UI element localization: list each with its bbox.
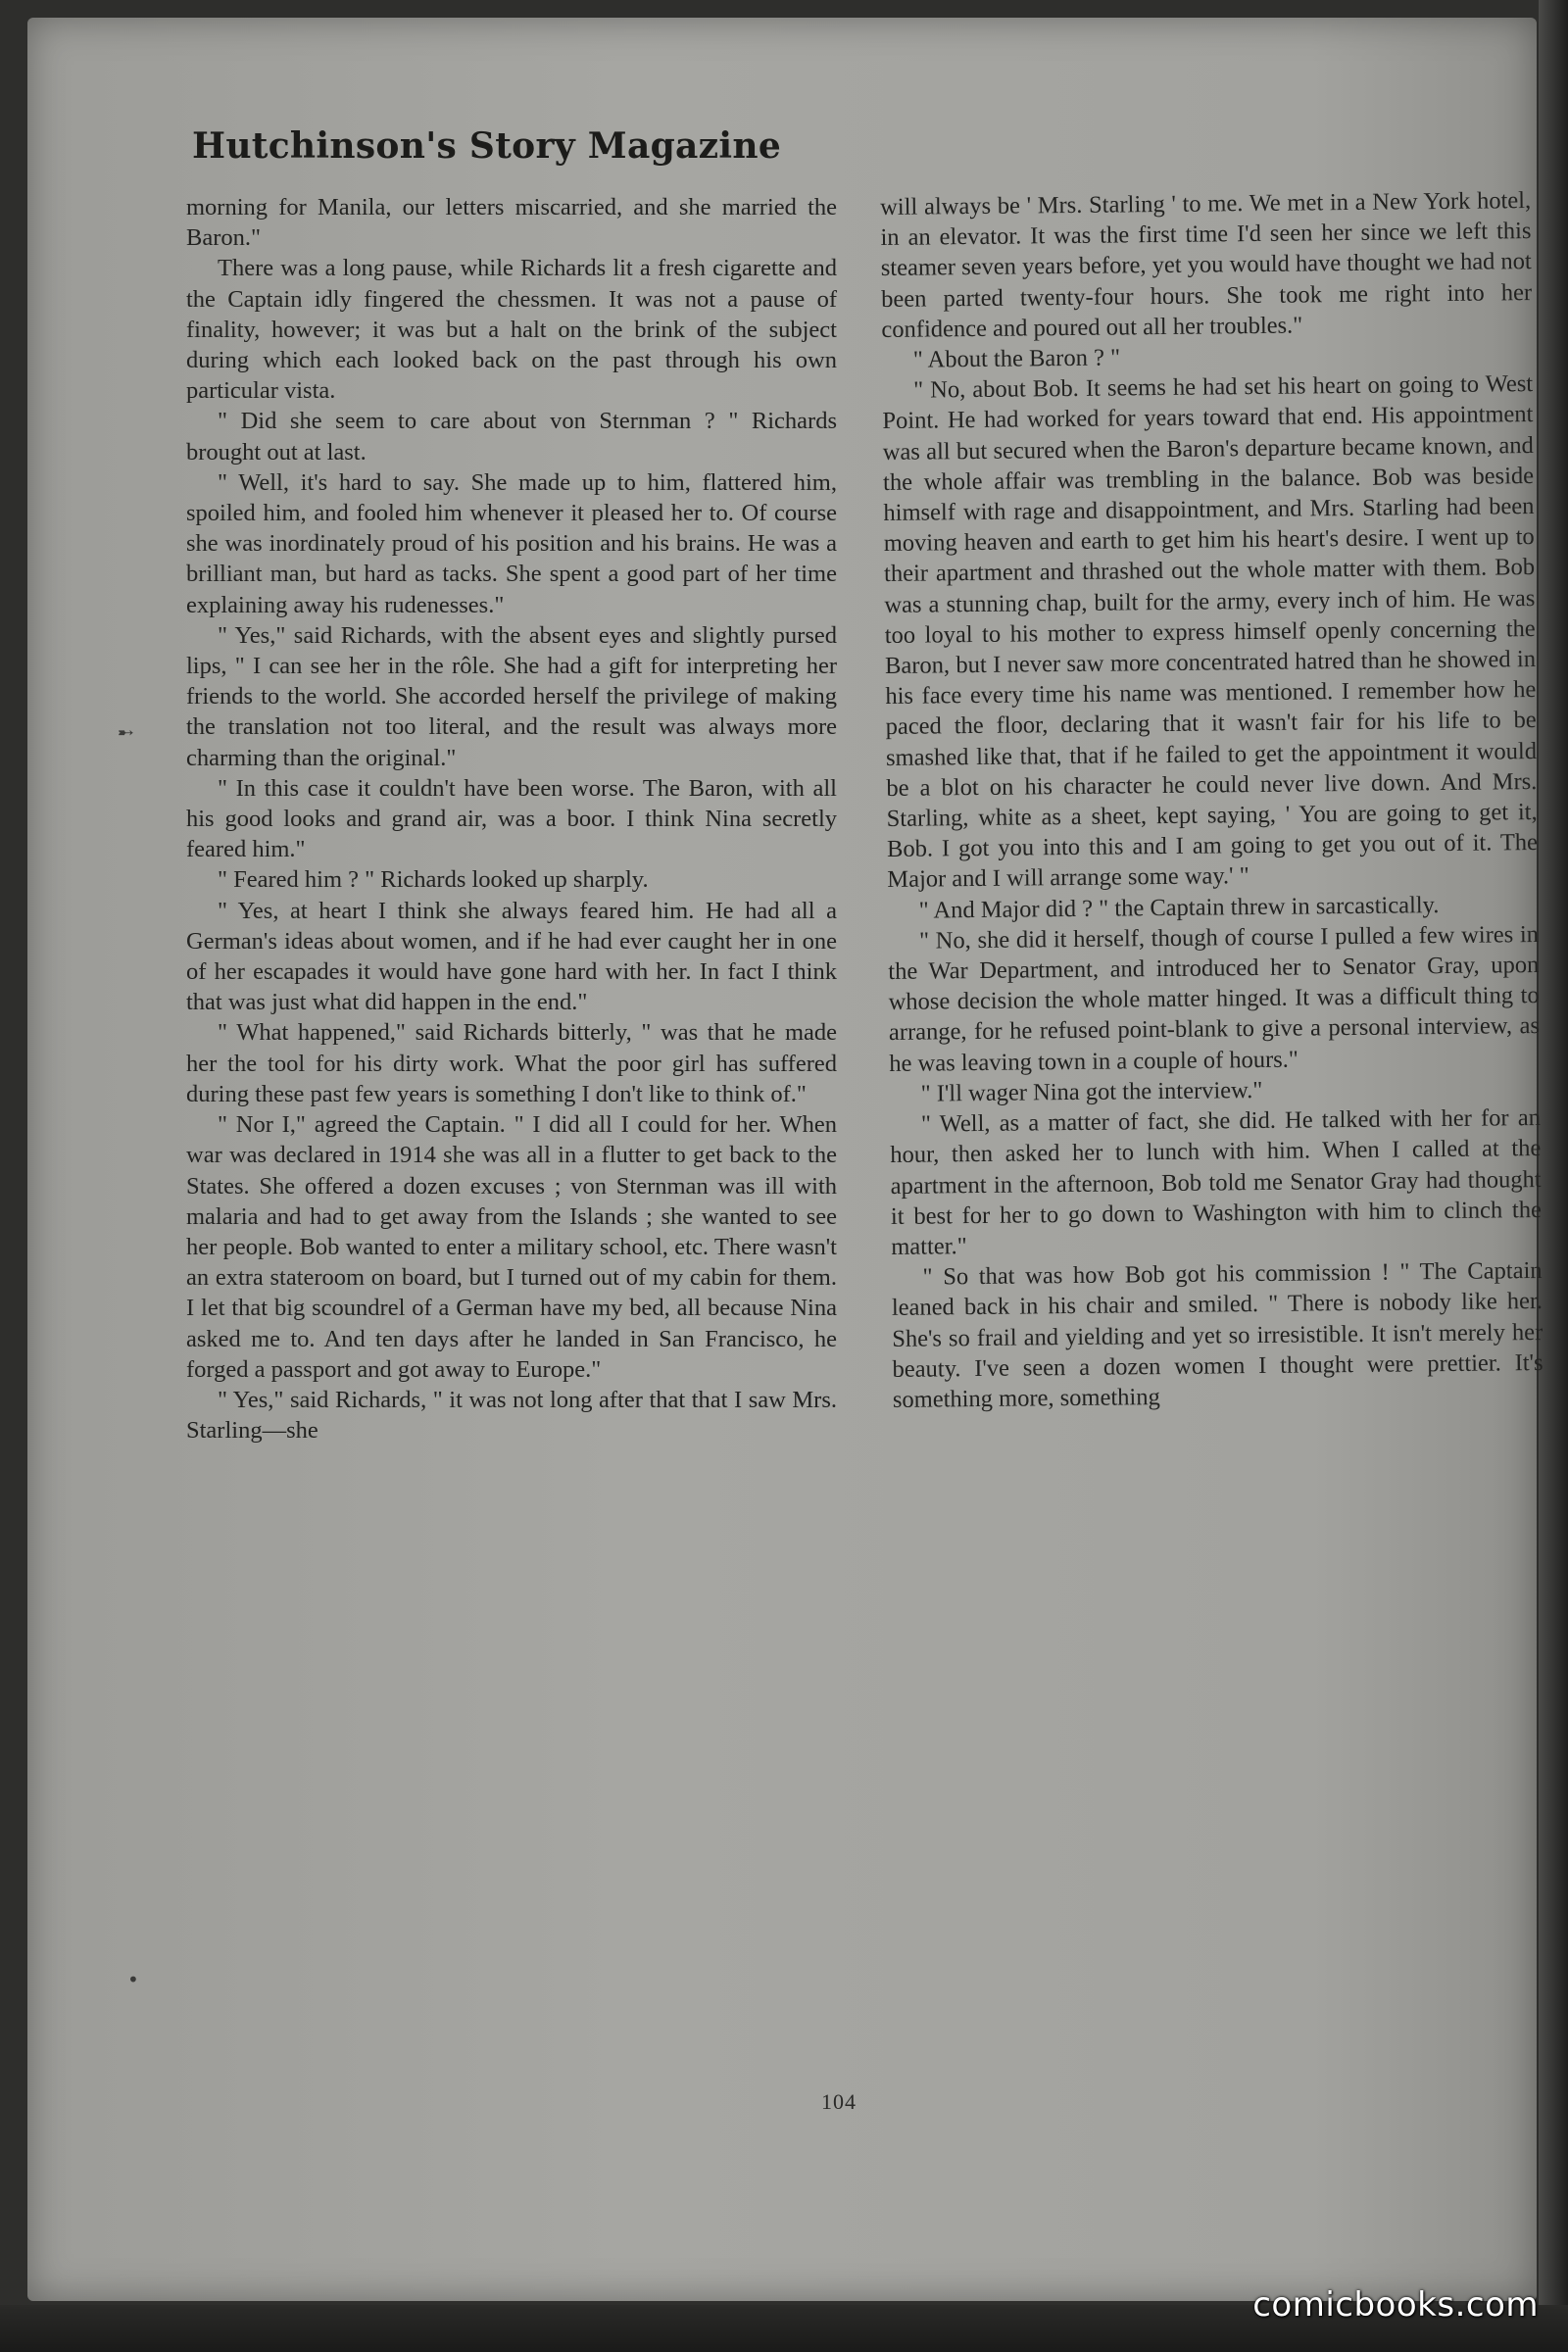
right-text-column (880, 185, 1544, 1415)
paragraph: " Yes," said Richards, " it was not long after that that I saw Mrs. Starling—she (186, 1386, 837, 1445)
paragraph: " So that was how Bob got his commission ! " The Captain leaned back in his chair and smiled. " There is nobody like her. She's so frail and yielding and yet so irresistible. It isn't merely her beauty. I've seen a dozen women I thought were prettier. It's something more, something (891, 1257, 1544, 1413)
paragraph: There was a long pause, while Richards lit a fresh cigarette and the Captain idly fingered the chessmen. It was not a pause of finality, however; it was but a halt on the brink of the subject during which each looked back on the past through his own particular vista. (186, 255, 837, 405)
site-watermark: comicbooks.com (1252, 2285, 1539, 2325)
margin-pencil-mark: ➸ (118, 720, 134, 744)
paragraph: " Yes," said Richards, with the absent eyes and slightly pursed lips, " I can see her in the rôle. She had a gift for interpreting her friends to the world. She accorded herself the privilege of making the translation not too literal, and the result was always more charming than the original." (186, 621, 837, 771)
paragraph: " I'll wager Nina got the interview." (920, 1076, 1263, 1107)
paragraph: " No, about Bob. It seems he had set his heart on going to West Point. He had worked for years toward that end. His appointment was all but secured when the Baron's departure became known, and the whole affair was trembling in the balance. Bob was beside himself with rage and disappointment, and Mrs. Starling had been moving heaven and earth to get him his heart's desire. I went up to their apartment and thrashed out the whole matter with them. Bob was a stunning chap, built for the army, every inch of him. He was too loyal to his mother to express himself openly concerning the Baron, but I never saw more concentrated hatred than he showed in his face every time his name was mentioned. I remember how he paced the floor, declaring that it wasn't fair for his life to be smashed like that, that if he failed to get the appointment it would be a blot on his character he could never live down. And Mrs. Starling, white as a sheet, kept saying, ' You are going to get it, Bob. I got you into this and I am going to get you out of it. The Major and I will arrange some way.' " (882, 370, 1539, 894)
paragraph: " Did she seem to care about von Sternman ? " Richards brought out at last. (186, 408, 837, 466)
running-head-title: Hutchinson's Story Magazine (192, 125, 782, 167)
left-text-column (186, 192, 837, 1446)
paragraph: " Feared him ? " Richards looked up sharply. (218, 866, 649, 894)
paragraph: " No, she did it herself, though of course I pulled a few wires in the War Department, and introduced her to Senator Gray, upon whose decision the whole matter hinged. It was a difficult thing to arrange, for he refused point-blank to give a personal interview, as he was leaving town in a couple of hours." (888, 920, 1541, 1077)
paragraph: " Well, as a matter of fact, she did. He talked with her for an hour, then asked her to lunch with him. When I called at the apartment in the afternoon, Bob told me Senator Gray had thought it best for her to go down to Washington with him to clinch the matter." (890, 1104, 1543, 1260)
paragraph: " Yes, at heart I think she always feared him. He had all a German's ideas about women, and if he had ever caught her in one of her escapades it would have gone hard with her. In fact I think that was just what did happen in the end." (186, 897, 837, 1016)
margin-dot-mark: • (127, 1968, 139, 1991)
paragraph: morning for Manila, our letters miscarried, and she married the Baron." (186, 194, 837, 252)
paragraph: " And Major did ? " the Captain threw in sarcastically. (918, 891, 1440, 924)
page-number: 104 (821, 2089, 857, 2114)
paragraph: will always be ' Mrs. Starling ' to me. We met in a New York hotel, in an elevator. It was the first time I'd seen her since we left this steamer seven years before, yet you would have thought we had not been parted twenty-four hours. She took me right into her confidence and poured out all her troubles." (880, 187, 1533, 343)
binding-spine (1539, 0, 1568, 2352)
paragraph: " Well, it's hard to say. She made up to him, flattered him, spoiled him, and fooled him whenever it pleased her to. Of course she was inordinately proud of his position and his brains. He was a brilliant man, but hard as tacks. She spent a good part of her time explaining away his rudenesses." (186, 468, 837, 618)
paragraph: " Nor I," agreed the Captain. " I did all I could for her. When war was declared in 1914 she was all in a flutter to get back to the States. She offered a dozen excuses ; von Sternman was ill with malaria and had to get away from the Islands ; she wanted to see her people. Bob wanted to enter a military school, etc. There wasn't an extra stateroom on board, but I turned out of my cabin for them. I let that big scoundrel of a German have my bed, all because Nina asked me to. And ten days after he landed in San Francisco, he forged a passport and got away to Europe." (186, 1111, 837, 1383)
paragraph: " About the Baron ? " (912, 344, 1121, 373)
paragraph: " What happened," said Richards bitterly, " was that he made her the tool for his dirty work. What the poor girl has suffered during these past few years is something I don't like to think of." (186, 1019, 837, 1107)
paragraph: " In this case it couldn't have been worse. The Baron, with all his good looks and grand air, was a boor. I think Nina secretly feared him." (186, 774, 837, 863)
